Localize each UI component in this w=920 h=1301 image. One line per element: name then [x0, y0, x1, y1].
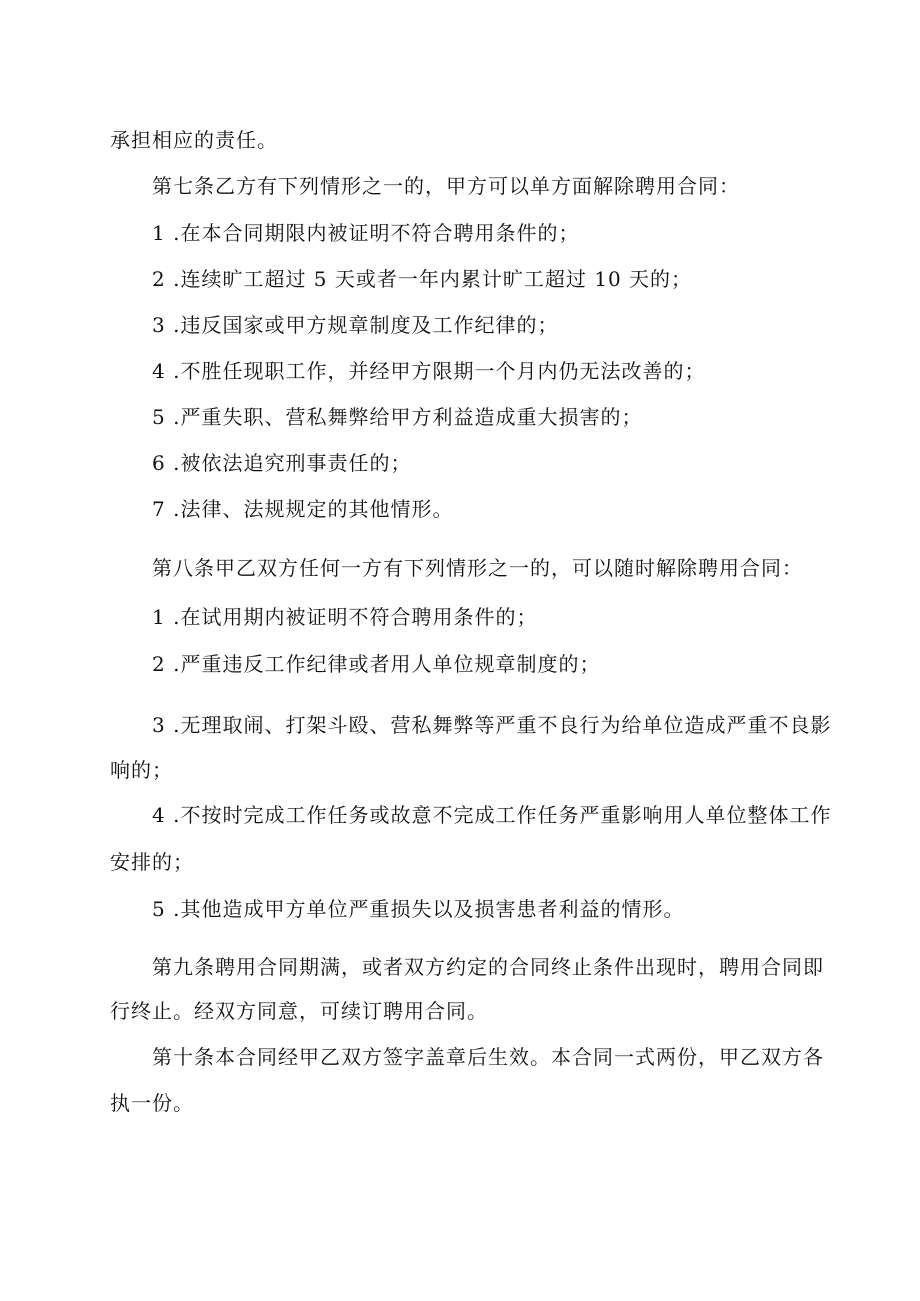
article-7-item-7: 7 .法律、法规规定的其他情形。 — [152, 497, 454, 521]
article-7-item-4: 4 .不胜任现职工作，并经甲方限期一个月内仍无法改善的； — [152, 359, 706, 383]
article-8-item-2: 2 .严重违反工作纪律或者用人单位规章制度的； — [152, 652, 601, 676]
article-9: 第九条聘用合同期满，或者双方约定的合同终止条件出现时，聘用合同即 — [152, 955, 824, 979]
article-8-item-5: 5 .其他造成甲方单位严重损失以及损害患者利益的情形。 — [152, 897, 685, 921]
article-7-item-2: 2 .连续旷工超过 5 天或者一年内累计旷工超过 10 天的； — [152, 267, 693, 291]
article-8-item-3-cont: 响的； — [110, 758, 173, 782]
article-7-heading: 第七条乙方有下列情形之一的，甲方可以单方面解除聘用合同： — [152, 174, 740, 198]
article-8-item-4: 4 .不按时完成工作任务或故意不完成工作任务严重影响用人单位整体工作 — [152, 803, 832, 827]
article-8-item-3: 3 .无理取闹、打架斗殴、营私舞弊等严重不良行为给单位造成严重不良影 — [152, 713, 832, 737]
article-9-cont: 行终止。经双方同意，可续订聘用合同。 — [110, 999, 488, 1023]
text-line-continuation: 承担相应的责任。 — [110, 128, 278, 152]
article-7-item-5: 5 .严重失职、营私舞弊给甲方利益造成重大损害的； — [152, 405, 643, 429]
article-8-item-4-cont: 安排的； — [110, 850, 194, 874]
article-7-item-1: 1 .在本合同期限内被证明不符合聘用条件的； — [152, 221, 580, 245]
article-8-heading: 第八条甲乙双方任何一方有下列情形之一的，可以随时解除聘用合同： — [152, 556, 803, 580]
article-7-item-6: 6 .被依法追究刑事责任的； — [152, 451, 412, 475]
article-10-cont: 执一份。 — [110, 1091, 194, 1115]
article-10: 第十条本合同经甲乙双方签字盖章后生效。本合同一式两份，甲乙双方各 — [152, 1045, 824, 1069]
article-7-item-3: 3 .违反国家或甲方规章制度及工作纪律的； — [152, 313, 559, 337]
article-8-item-1: 1 .在试用期内被证明不符合聘用条件的； — [152, 605, 538, 629]
